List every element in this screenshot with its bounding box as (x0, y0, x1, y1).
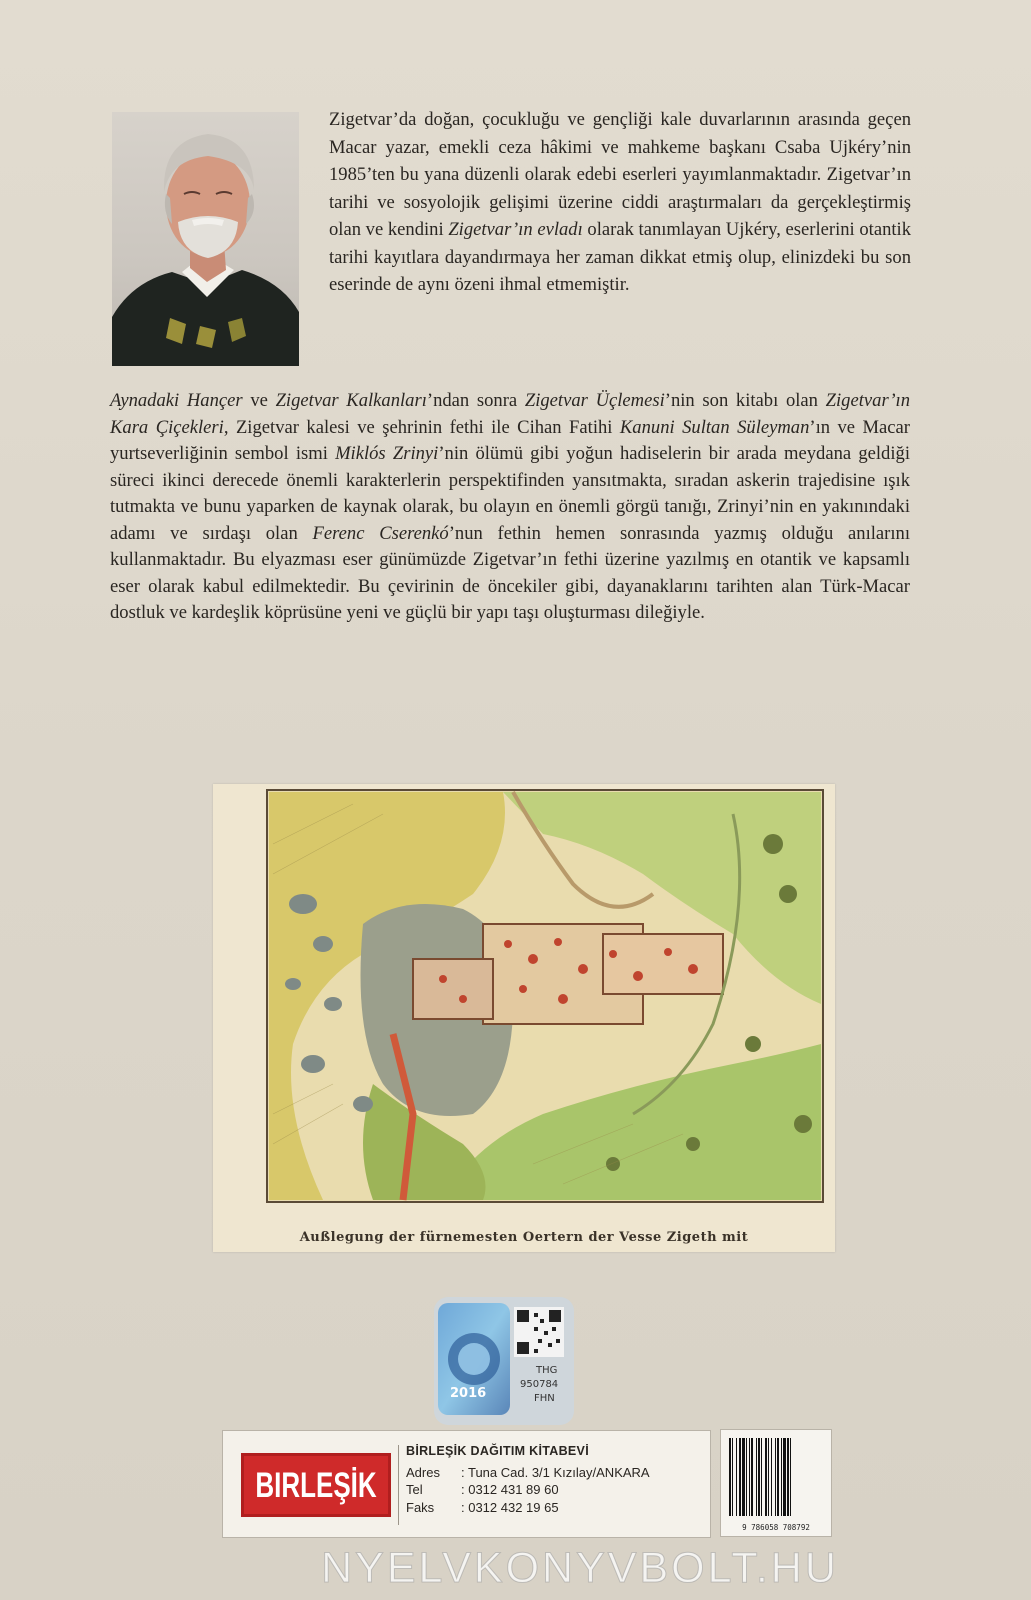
body_paragraph-run: ’nin son kitabı olan (664, 390, 826, 411)
watermark: NYELVKONYVBOLT.HU (321, 1544, 839, 1592)
body_paragraph-run: ’nun fethin hemen sonrasında yazmış olduğu anılarını kullanmaktadır. Bu elyazması eser günümüzde Zigetvar’ın fethi üzerine yazılmış en otantik ve kapsamlı eser olarak kabul edilmektedir. Bu çevirinin de öncekiler gibi, dayanaklarını tarihten alan Türk-Macar dostluk ve kardeşlik köprüsüne yeni ve güçlü bir yapı taşı oluşturması dileğiyle. (110, 522, 910, 623)
author-bio-paragraph (329, 106, 911, 299)
body_paragraph-run: Kanuni Sultan Süleyman (619, 416, 810, 438)
sticker-code-1: THG (536, 1365, 558, 1376)
sticker-year: 2016 (450, 1386, 487, 1401)
book-description-paragraph (110, 388, 910, 627)
intro_paragraph-run: Zigetvar’ın evladı (448, 219, 583, 240)
body_paragraph-run: ’nin ölümü gibi yoğun hadiselerin bir arada meydana geldiği süreci ikinci derecede önemli karakterlerin perspektifinden yansıtmakta, sıradan askerin trajedisine ışık tutmakta ve bunu yaparken de kaynak olarak, bu olayın en önemli görgü tanığı, Zrinyi’nin en yakınındaki adamı ve sırdaşı olan (110, 443, 910, 544)
map-caption: Außlegung der fürnemesten Oertern der Vesse Zigeth mit (299, 1230, 749, 1245)
body_paragraph-run: Aynadaki Hançer (110, 390, 243, 411)
body_paragraph-run: Zigetvar Üçlemesi (524, 390, 665, 411)
body_paragraph-run: ve (242, 390, 276, 411)
intro_paragraph-run: olarak tanımlayan Ujkéry, eserlerini otantik tarihi kayıtlara dayandırmaya her zaman dikkat etmiş olup, elinizdeki bu son eserinde de aynı özeni ihmal etmemiştir. (329, 219, 912, 295)
sticker-code-3: FHN (534, 1393, 555, 1404)
body_paragraph-run: Zigetvar’ın Kara Çiçekleri (110, 390, 911, 438)
publisher-info (406, 1443, 650, 1516)
author-photo (112, 112, 299, 366)
publisher-divider (398, 1445, 399, 1525)
publisher-name: BİRLEŞİK DAĞITIM KİTABEVİ (406, 1444, 589, 1458)
publisher-logo: BIRLEŞİK (241, 1453, 391, 1517)
sticker-code-2: 950784 (520, 1379, 559, 1390)
body_paragraph-run: ’ın ve Macar yurtseverliğinin sembol ismi (110, 416, 910, 464)
body_paragraph-run: ’ndan sonra (426, 390, 525, 411)
publisher-address-row: Adres : Tuna Cad. 3/1 Kızılay/ANKARA (406, 1464, 650, 1480)
publisher-fax-row: Faks : 0312 432 19 65 (406, 1499, 559, 1515)
barcode-number: 9 786058 708792 (742, 1523, 810, 1532)
publisher-box (222, 1430, 711, 1538)
historical-map-image (213, 784, 835, 1252)
body_paragraph-run: Ferenc Cserenkó (312, 522, 449, 544)
body_paragraph-run: , Zigetvar kalesi ve şehrinin fethi ile Cihan Fatihi (223, 416, 620, 438)
hologram-sticker (434, 1297, 574, 1425)
intro_paragraph-run: Zigetvar’da doğan, çocukluğu ve gençliği kale duvarlarının arasında geçen Macar yazar, emekli ceza hâkimi ve mahkeme başkanı Csaba Ujkéry’nin 1985’ten bu yana düzenli olarak edebi eserleri yayımlanmaktadır. Zigetvar’ın tarihi ve sosyolojik gelişimi üzerine ciddi araştırmaları da gerçekleştirmiş olan ve kendini (329, 109, 911, 240)
publisher-tel-row: Tel : 0312 431 89 60 (406, 1482, 559, 1497)
isbn-barcode (720, 1429, 832, 1537)
body_paragraph-run: Zigetvar Kalkanları (275, 390, 427, 411)
body_paragraph-run: Miklós Zrinyi (335, 443, 439, 464)
